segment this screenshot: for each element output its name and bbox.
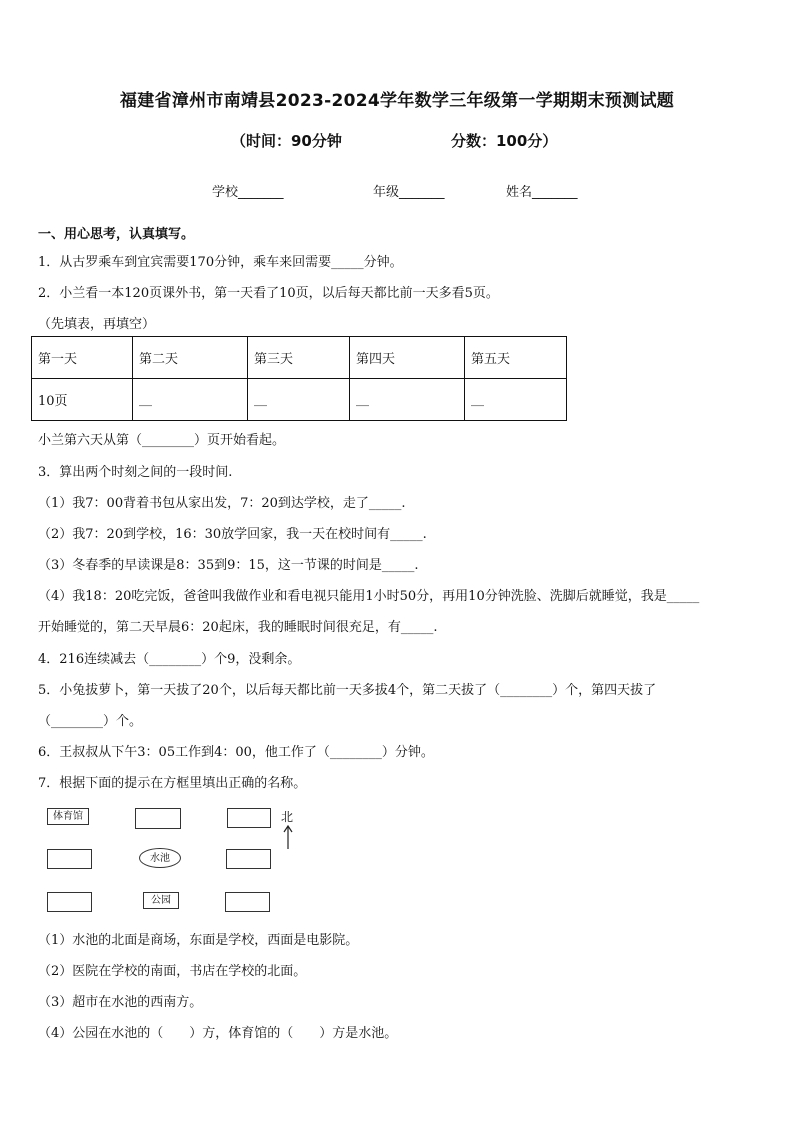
name-field[interactable]: 姓名_______	[506, 185, 578, 200]
question-7-2: （2）医院在学校的南面，书店在学校的北面。	[38, 964, 307, 979]
exam-time: （时间：90分钟	[231, 132, 342, 150]
map-blank-box[interactable]	[226, 849, 271, 869]
exam-score: 分数：100分）	[451, 132, 558, 150]
question-3: 3．算出两个时刻之间的一段时间.	[38, 465, 233, 480]
page-title: 福建省漳州市南靖县2023-2024学年数学三年级第一学期期末预测试题	[119, 91, 675, 111]
north-arrow-icon	[282, 824, 294, 850]
question-3-2: （2）我7：20到学校，16：30放学回家，我一天在校时间有_____.	[38, 527, 427, 542]
question-4: 4．216连续减去（________）个9，没剩余。	[38, 652, 301, 667]
map-blank-box[interactable]	[47, 849, 92, 869]
reading-table	[31, 336, 567, 421]
pool-oval: 水池	[139, 848, 181, 868]
question-7-3: （3）超市在水池的西南方。	[38, 995, 203, 1010]
question-3-4a: （4）我18：20吃完饭，爸爸叫我做作业和看电视只能用1小时50分，再用10分钟洗脸、洗脚后就睡觉，我是_____	[38, 589, 700, 604]
park-box: 公园	[143, 892, 179, 909]
question-2: 2．小兰看一本120页课外书，第一天看了10页，以后每天都比前一天多看5页。	[38, 286, 499, 301]
table-cell: 10页	[32, 379, 133, 421]
question-7-4: （4）公园在水池的（ ）方，体育馆的（ ）方是水池。	[38, 1026, 398, 1041]
question-3-4b: 开始睡觉的，第二天早晨6：20起床，我的睡眠时间很充足，有_____.	[38, 620, 438, 635]
question-2-note: （先填表，再填空）	[38, 317, 156, 332]
table-cell-blank[interactable]: __	[248, 379, 350, 421]
map-blank-box[interactable]	[227, 808, 271, 828]
question-6: 6．王叔叔从下午3：05工作到4：00，他工作了（________）分钟。	[38, 745, 434, 760]
question-5a: 5．小兔拔萝卜，第一天拔了20个，以后每天都比前一天多拔4个，第二天拔了（________）个，第四天拔了	[38, 683, 657, 698]
table-row	[32, 379, 567, 421]
question-5b: （________）个。	[38, 714, 143, 729]
school-field[interactable]: 学校_______	[212, 185, 284, 200]
section-heading: 一、用心思考，认真填写。	[38, 227, 195, 242]
map-blank-box[interactable]	[47, 892, 92, 912]
table-header-cell: 第五天	[465, 337, 567, 379]
grade-field[interactable]: 年级_______	[373, 185, 445, 200]
question-2-tail: 小兰第六天从第（________）页开始看起。	[38, 433, 286, 448]
question-7: 7．根据下面的提示在方框里填出正确的名称。	[38, 776, 307, 791]
table-header-cell: 第一天	[32, 337, 133, 379]
table-header-cell: 第三天	[248, 337, 350, 379]
table-header-row	[32, 337, 567, 379]
table-cell-blank[interactable]: __	[465, 379, 567, 421]
question-3-3: （3）冬春季的早读课是8：35到9：15，这一节课的时间是_____.	[38, 558, 419, 573]
table-cell-blank[interactable]: __	[350, 379, 465, 421]
map-blank-box[interactable]	[225, 892, 270, 912]
question-7-1: （1）水池的北面是商场，东面是学校，西面是电影院。	[38, 933, 359, 948]
north-label: 北	[281, 810, 294, 824]
table-header-cell: 第二天	[133, 337, 248, 379]
table-header-cell: 第四天	[350, 337, 465, 379]
question-3-1: （1）我7：00背着书包从家出发，7：20到达学校，走了_____.	[38, 496, 406, 511]
question-1: 1．从古罗乘车到宜宾需要170分钟，乘车来回需要_____分钟。	[38, 255, 403, 270]
table-cell-blank[interactable]: __	[133, 379, 248, 421]
map-blank-box[interactable]	[135, 808, 181, 829]
gym-box: 体育馆	[47, 808, 89, 825]
